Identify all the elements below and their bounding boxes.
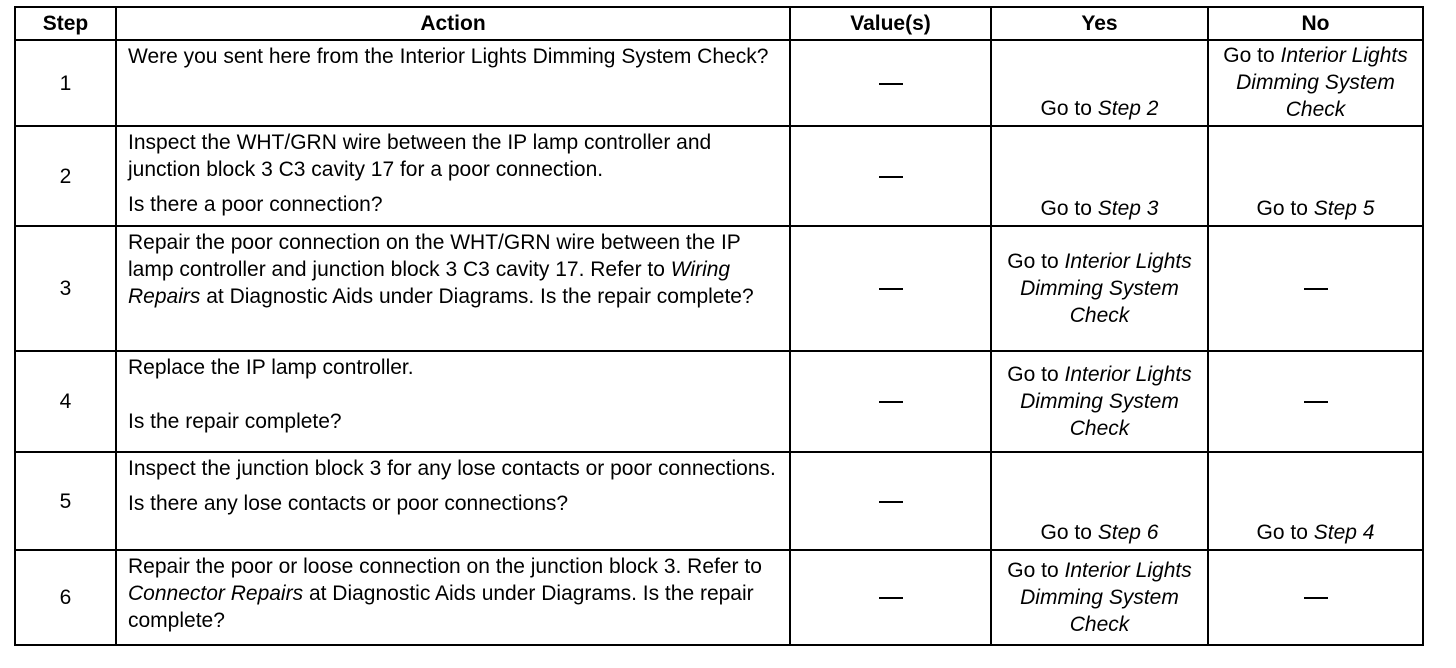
goto-label: Go to	[1007, 363, 1059, 386]
action-text: Were you sent here from the Interior Lights Dimming System Check?	[128, 45, 769, 68]
header-no: No	[1208, 7, 1423, 40]
dash-mark	[879, 401, 903, 403]
step-number: 1	[15, 40, 116, 126]
goto-label: Go to	[1256, 521, 1308, 544]
no-cell	[1208, 452, 1423, 550]
action-text: Inspect the WHT/GRN wire between the IP lamp controller and junction block 3 C3 cavity 17 for a poor connection.	[128, 131, 712, 181]
goto-label: Go to	[1040, 197, 1092, 220]
action-cell	[116, 126, 790, 226]
step-number: 2	[15, 126, 116, 226]
no-target: Step 5	[1313, 197, 1375, 220]
action-cell	[116, 452, 790, 550]
action-reference: Connector Repairs	[128, 582, 304, 605]
no-cell	[1208, 226, 1423, 351]
value-cell	[790, 351, 991, 452]
table-row	[15, 452, 1423, 550]
dash-mark	[1304, 597, 1328, 599]
yes-cell	[991, 126, 1208, 226]
action-text: Repair the poor or loose connection on the junction block 3. Refer to	[128, 555, 762, 578]
yes-target: Interior Lights Dimming System Check	[1020, 250, 1192, 327]
yes-target: Step 6	[1097, 521, 1159, 544]
yes-cell	[991, 351, 1208, 452]
diagnostic-table	[14, 6, 1424, 646]
step-number: 3	[15, 226, 116, 351]
header-values: Value(s)	[790, 7, 991, 40]
action-cell	[116, 351, 790, 452]
step-number: 5	[15, 452, 116, 550]
yes-cell	[991, 40, 1208, 126]
step-number: 4	[15, 351, 116, 452]
yes-target: Step 3	[1097, 197, 1159, 220]
action-cell	[116, 226, 790, 351]
header-action: Action	[116, 7, 790, 40]
yes-cell	[991, 452, 1208, 550]
yes-cell	[991, 550, 1208, 645]
header-step: Step	[15, 7, 116, 40]
yes-cell	[991, 226, 1208, 351]
action-text: Replace the IP lamp controller.	[128, 356, 414, 379]
action-reference: Wiring Repairs	[128, 258, 731, 308]
value-cell	[790, 226, 991, 351]
header-row	[15, 7, 1423, 40]
table-row	[15, 351, 1423, 452]
dash-mark	[1304, 288, 1328, 290]
action-cell	[116, 550, 790, 645]
dash-mark	[879, 597, 903, 599]
goto-label: Go to	[1040, 521, 1092, 544]
dash-mark	[879, 176, 903, 178]
action-cell	[116, 40, 790, 126]
dash-mark	[1304, 401, 1328, 403]
goto-label: Go to	[1223, 44, 1275, 67]
action-question: Is the repair complete?	[128, 410, 342, 433]
action-question: Is there a poor connection?	[128, 193, 383, 216]
dash-mark	[879, 501, 903, 503]
value-cell	[790, 126, 991, 226]
table-row	[15, 126, 1423, 226]
no-target: Interior Lights Dimming System Check	[1236, 44, 1408, 121]
dash-mark	[879, 83, 903, 85]
value-cell	[790, 40, 991, 126]
table-row	[15, 226, 1423, 351]
table-row	[15, 550, 1423, 645]
goto-label: Go to	[1007, 250, 1059, 273]
action-text: Inspect the junction block 3 for any lose contacts or poor connections.	[128, 457, 776, 480]
header-yes: Yes	[991, 7, 1208, 40]
no-target: Step 4	[1313, 521, 1375, 544]
goto-label: Go to	[1007, 559, 1059, 582]
dash-mark	[879, 288, 903, 290]
step-number: 6	[15, 550, 116, 645]
action-text: Repair the poor connection on the WHT/GRN wire between the IP lamp controller and junction block 3 C3 cavity 17. Refer to	[128, 231, 741, 281]
no-cell	[1208, 40, 1423, 126]
action-text: at Diagnostic Aids under Diagrams. Is the repair complete?	[128, 582, 754, 632]
action-question: Is there any lose contacts or poor connections?	[128, 492, 569, 515]
value-cell	[790, 452, 991, 550]
yes-target: Interior Lights Dimming System Check	[1020, 363, 1192, 440]
value-cell	[790, 550, 991, 645]
yes-target: Step 2	[1097, 97, 1159, 120]
action-text: at Diagnostic Aids under Diagrams. Is the repair complete?	[206, 285, 754, 308]
yes-target: Interior Lights Dimming System Check	[1020, 559, 1192, 636]
no-cell	[1208, 550, 1423, 645]
no-cell	[1208, 351, 1423, 452]
no-cell	[1208, 126, 1423, 226]
goto-label: Go to	[1040, 97, 1092, 120]
goto-label: Go to	[1256, 197, 1308, 220]
table-row	[15, 40, 1423, 126]
